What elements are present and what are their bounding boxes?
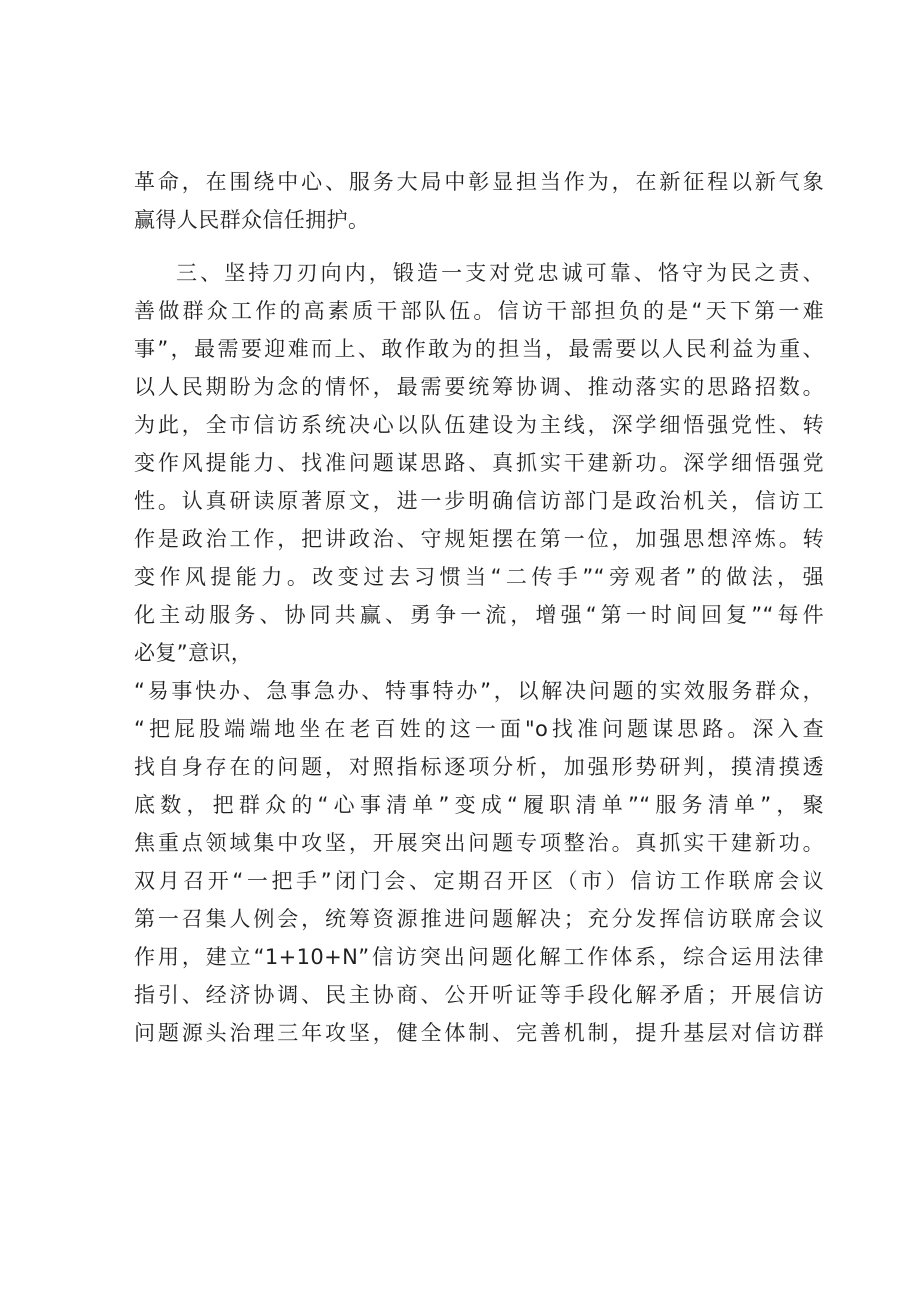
- text-line: 善做群众工作的高素质干部队伍。信访干部担负的是“天下第一难: [134, 299, 824, 323]
- text-line: 革命，在围绕中心、服务大局中彰显担当作为，在新征程以新气象: [134, 170, 824, 194]
- text-line: 作是政治工作，把讲政治、守规矩摆在第一位，加强思想淬炼。转: [134, 527, 824, 551]
- text-line: 事”，最需要迎难而上、敢作敢为的担当，最需要以人民利益为重、: [134, 337, 824, 361]
- text-line: 第一召集人例会，统筹资源推进问题解决；充分发挥信访联席会议: [134, 907, 824, 931]
- text-line: 化主动服务、协同共赢、勇争一流，增强“第一时间回复”“每件: [134, 603, 824, 627]
- text-line: 变作风提能力。改变过去习惯当“二传手”“旁观者”的做法，强: [134, 565, 824, 589]
- text-line: 赢得人民群众信任拥护。: [134, 208, 370, 232]
- text-line: “易事快办、急事急办、特事特办”，以解决问题的实效服务群众，: [134, 679, 824, 703]
- text-line: 找自身存在的问题，对照指标逐项分析，加强形势研判，摸清摸透: [134, 755, 824, 779]
- text-line: 变作风提能力、找准问题谋思路、真抓实干建新功。深学细悟强党: [134, 451, 824, 475]
- text-line: 作用，建立“1+10+N”信访突出问题化解工作体系，综合运用法律: [134, 945, 824, 969]
- text-line: 问题源头治理三年攻坚，健全体制、完善机制，提升基层对信访群: [134, 1021, 824, 1045]
- text-line: 为此，全市信访系统决心以队伍建设为主线，深学细悟强党性、转: [134, 413, 824, 437]
- text-line: “把屁股端端地坐在老百姓的这一面"o找准问题谋思路。深入查: [134, 717, 824, 741]
- text-line: 必复”意识，: [134, 641, 253, 665]
- text-line: 焦重点领域集中攻坚，开展突出问题专项整治。真抓实干建新功。: [134, 831, 824, 855]
- paragraph-heading-line: 三、坚持刀刃向内，锻造一支对党忠诚可靠、恪守为民之责、: [176, 261, 824, 285]
- text-line: 性。认真研读原著原文，进一步明确信访部门是政治机关，信访工: [134, 489, 824, 513]
- text-line: 底数，把群众的“心事清单”变成“履职清单”“服务清单”，聚: [134, 793, 824, 817]
- text-line: 指引、经济协调、民主协商、公开听证等手段化解矛盾；开展信访: [134, 983, 824, 1007]
- text-line: 以人民期盼为念的情怀，最需要统筹协调、推动落实的思路招数。: [134, 375, 824, 399]
- text-line: 双月召开“一把手”闭门会、定期召开区（市）信访工作联席会议: [134, 869, 824, 893]
